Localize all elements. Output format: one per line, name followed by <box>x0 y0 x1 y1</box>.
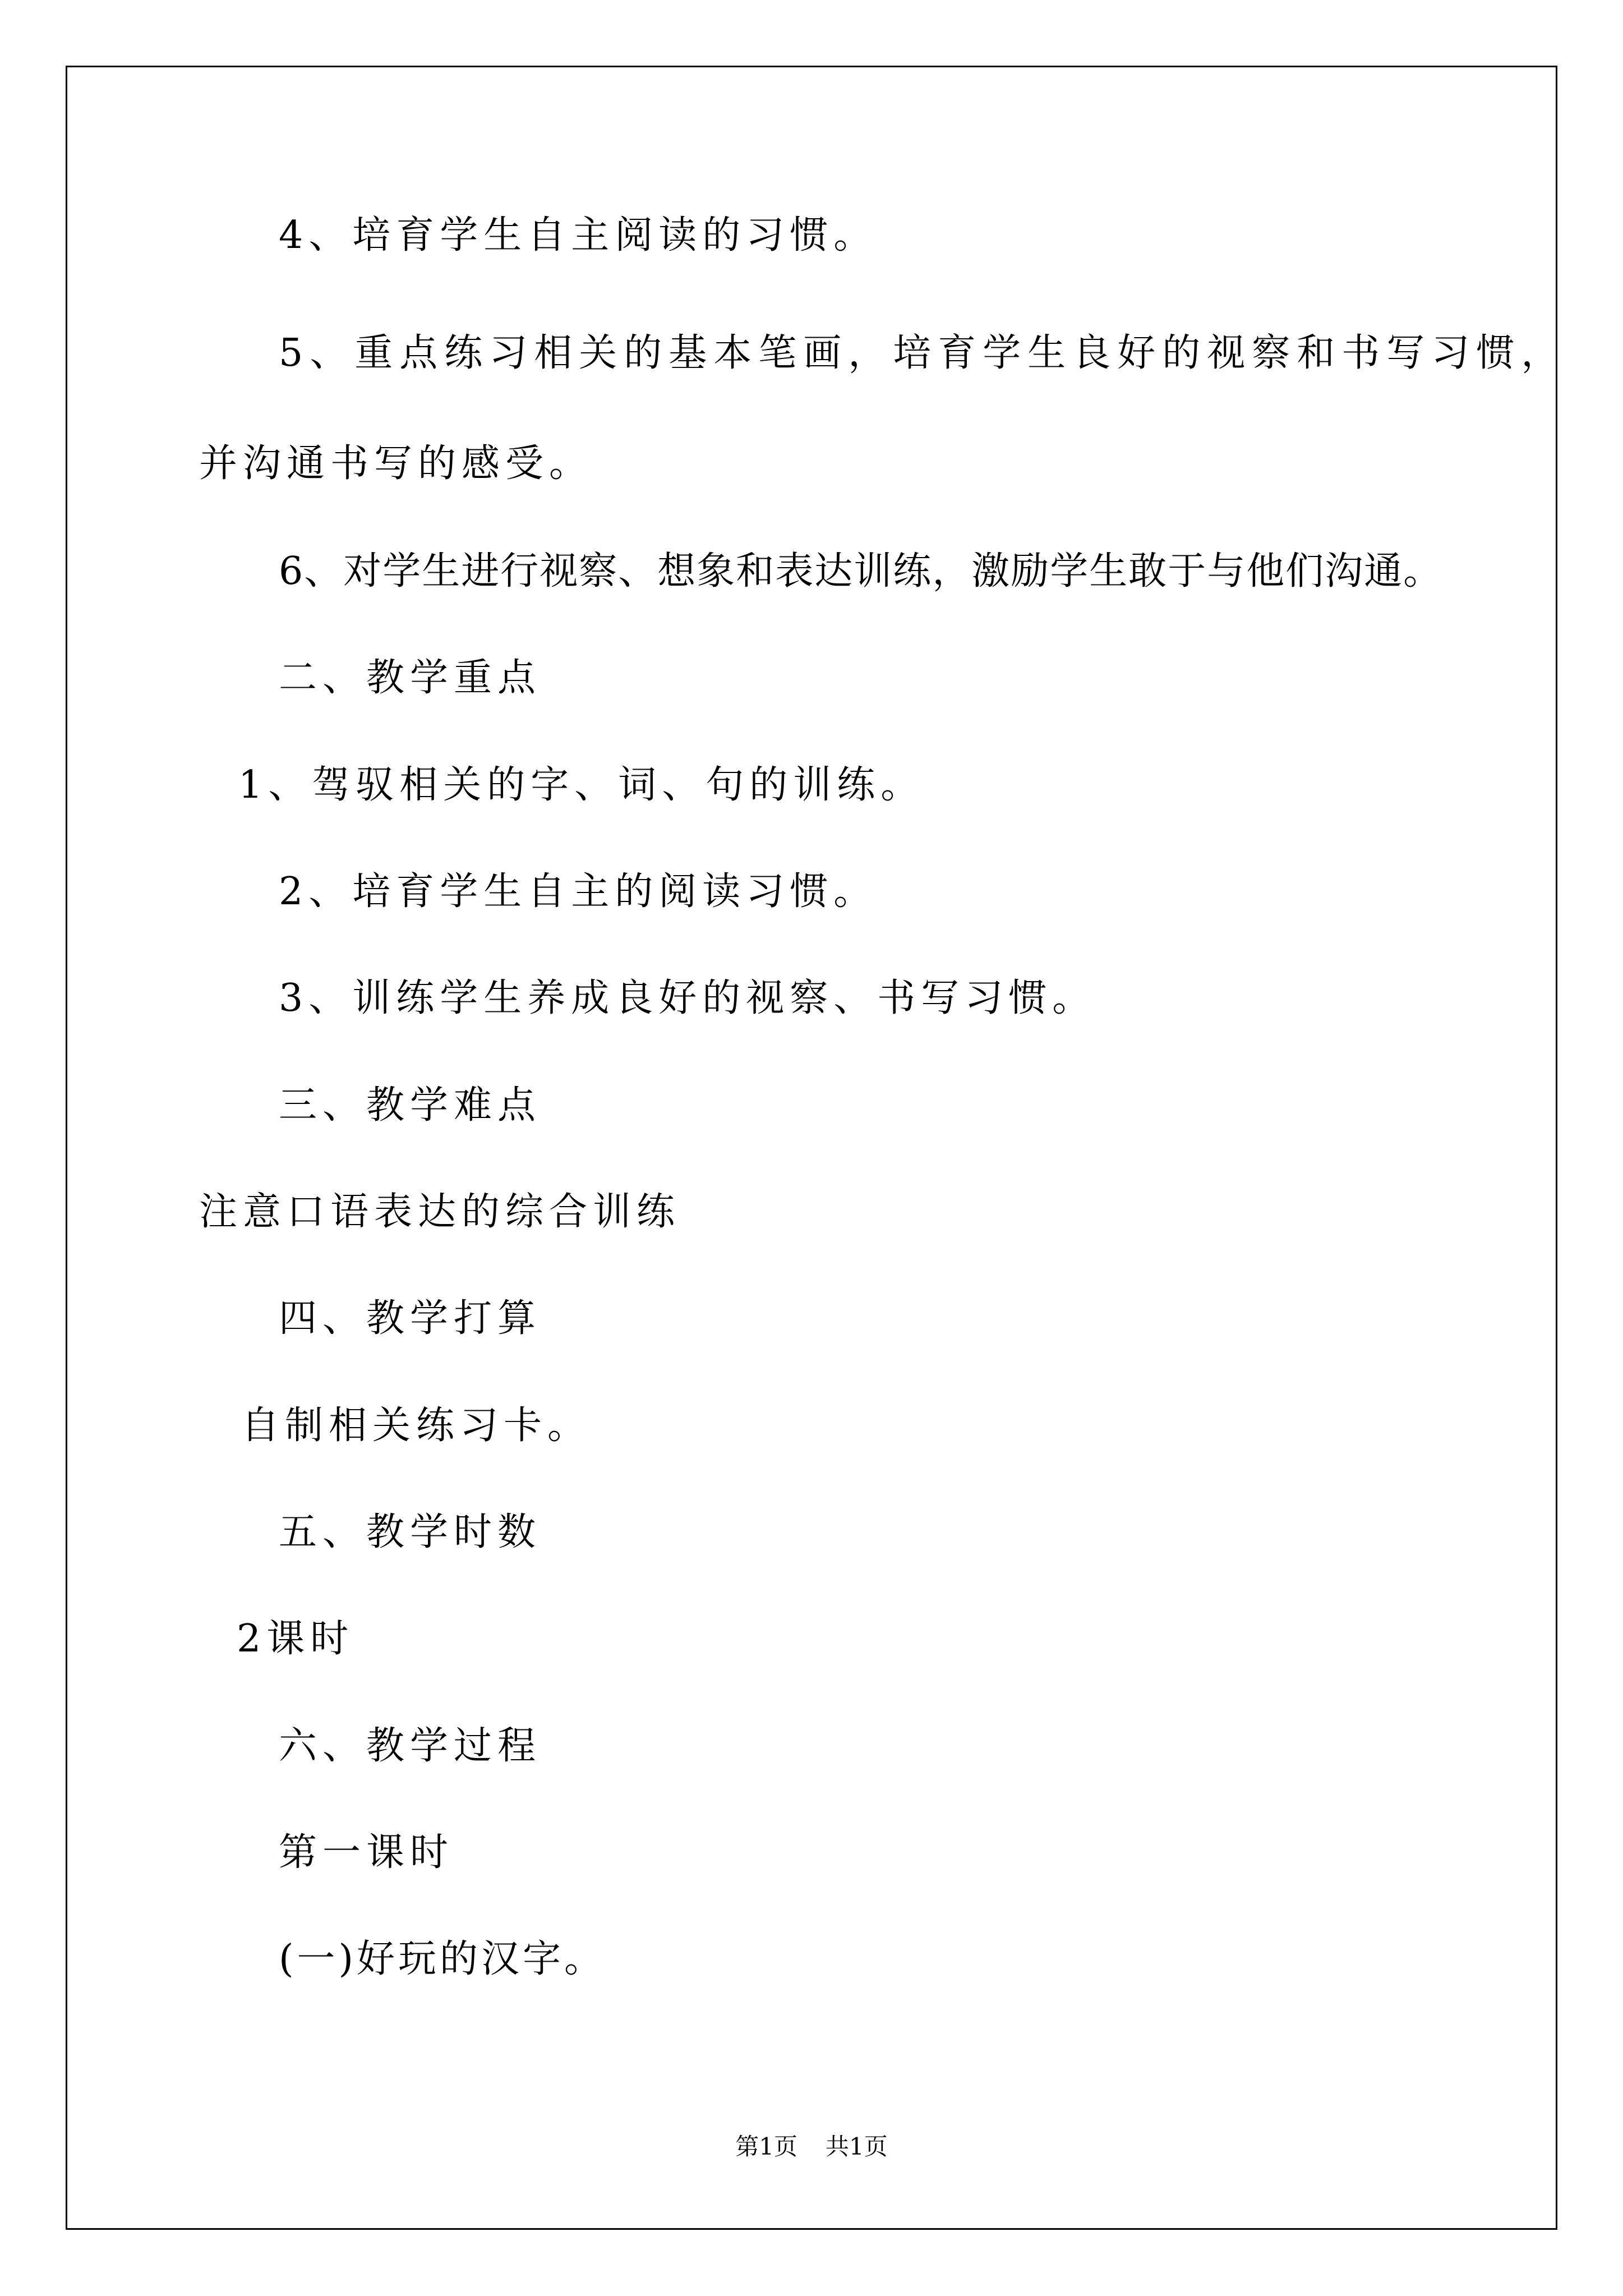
paragraph-hours: 2课时 <box>237 1617 354 1661</box>
heading-teaching-hours: 五、教学时数 <box>279 1510 542 1554</box>
page-number-total: 共1页 <box>826 2133 888 2160</box>
paragraph-focus-3: 3、训练学生养成良好的视察、书写习惯。 <box>279 976 1096 1020</box>
paragraph-goal-5-continued: 并沟通书写的感受。 <box>199 441 593 486</box>
heading-teaching-focus: 二、教学重点 <box>279 656 542 700</box>
heading-teaching-process: 六、教学过程 <box>279 1724 542 1768</box>
page-number-current: 第1页 <box>735 2133 797 2160</box>
paragraph-goal-4: 4、培育学生自主阅读的习惯。 <box>279 213 878 257</box>
heading-first-lesson: 第一课时 <box>279 1830 454 1875</box>
paragraph-focus-1: 1、驾驭相关的字、词、句的训练。 <box>238 763 925 807</box>
page-footer <box>0 2133 1623 2161</box>
paragraph-difficulty: 注意口语表达的综合训练 <box>199 1190 681 1234</box>
heading-teaching-difficulty: 三、教学难点 <box>279 1083 542 1128</box>
page-border <box>66 66 1557 2230</box>
paragraph-fun-chinese-characters: (一)好玩的汉字。 <box>279 1937 606 1981</box>
heading-teaching-preparation: 四、教学打算 <box>279 1296 542 1341</box>
paragraph-goal-6: 6、对学生进行视察、想象和表达训练，激励学生敢于与他们沟通。 <box>279 549 1443 593</box>
paragraph-goal-5: 5、重点练习相关的基本笔画，培育学生良好的视察和书写习惯， <box>279 331 1566 375</box>
paragraph-focus-2: 2、培育学生自主的阅读习惯。 <box>279 869 878 914</box>
paragraph-preparation: 自制相关练习卡。 <box>241 1404 592 1448</box>
